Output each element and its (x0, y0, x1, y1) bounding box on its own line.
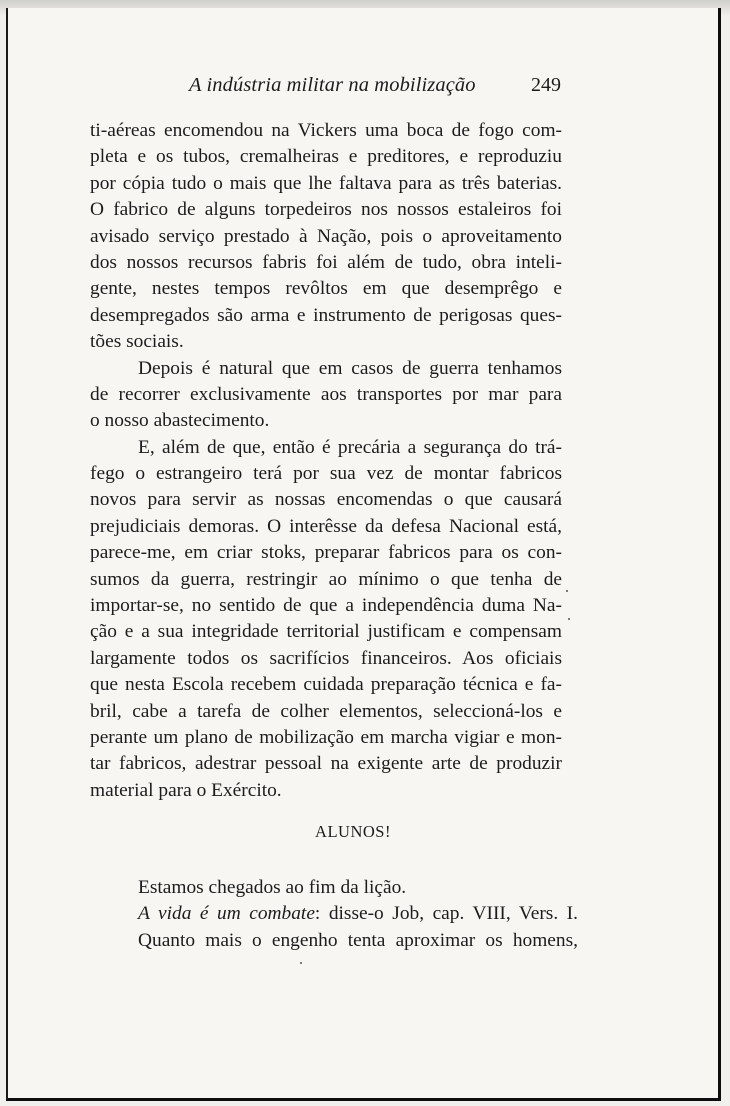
closing-line-1: Estamos chegados ao fim da lição. (138, 877, 407, 898)
text-line: largamente todos os sacrifícios financeiros. Aos oficiais (90, 647, 562, 669)
section-heading (0, 822, 730, 842)
text-line: perante um plano de mobilização em marcha vigiar e mon- (90, 726, 562, 748)
running-title: A indústria militar na mobilização (189, 74, 476, 96)
text-line: ção e a sua integridade territorial justificam e compensam (90, 621, 562, 643)
scan-speck (566, 590, 568, 592)
text-line: tar fabricos, adestrar pessoal na exigente arte de produzir (90, 753, 562, 775)
text-line: avisado serviço prestado à Nação, pois o aproveitamento (90, 225, 562, 247)
closing-line-3: Quanto mais o engenho tenta aproximar os homens, (138, 929, 578, 951)
text-line: importar-se, no sentido de que a independência duma Na- (90, 595, 562, 617)
text-line: tões sociais. (90, 331, 184, 353)
quote-italic: A vida é um combate (138, 903, 315, 925)
text-line: fego o estrangeiro terá por sua vez de montar fabricos (90, 463, 562, 485)
closing-paragraph (90, 875, 578, 954)
text-line: prejudiciais demoras. O interêsse da defesa Nacional está, (90, 515, 562, 537)
text-line: parece-me, em criar stoks, preparar fabricos para os con- (90, 542, 562, 564)
text-line: O fabrico de alguns torpedeiros nos nossos estaleiros foi (90, 199, 562, 221)
text-line: novos para servir as nossas encomendas o que causará (90, 489, 562, 511)
text-line: Depois é natural que em casos de guerra tenhamos (138, 357, 562, 379)
text-line: material para o Exército. (90, 779, 282, 801)
text-line: o nosso abastecimento. (90, 410, 270, 432)
scan-speck (568, 618, 570, 620)
closing-line-2 (90, 901, 578, 927)
text-line: sumos da guerra, restringir ao mínimo o que tenha de (90, 568, 562, 590)
quote-citation: : disse-o Job, cap. VIII, Vers. I. (314, 903, 578, 925)
text-line: por cópia tudo o mais que lhe faltava para as três baterias. (90, 172, 562, 194)
text-line: gente, nestes tempos revôltos em que desemprêgo e (90, 278, 562, 300)
text-line: desempregados são arma e instrumento de perigosas ques- (90, 304, 562, 326)
text-line: de recorrer exclusivamente aos transportes por mar para (90, 383, 562, 405)
scan-speck (300, 962, 302, 964)
text-line: que nesta Escola recebem cuidada preparação técnica e fa- (90, 674, 562, 696)
text-line: E, além de que, então é precária a segurança do trá- (138, 436, 562, 458)
text-line: bril, cabe a tarefa de colher elementos, seleccioná-los e (90, 700, 562, 722)
body-text (90, 118, 562, 804)
text-line: dos nossos recursos fabris foi além de tudo, obra inteli- (90, 251, 562, 273)
running-head (0, 74, 730, 106)
page-number: 249 (531, 74, 561, 96)
section-heading-text: ALUNOS! (315, 822, 391, 841)
text-line: pleta e os tubos, cremalheiras e preditores, e reproduziu (90, 146, 562, 168)
text-line: ti-aéreas encomendou na Vickers uma boca de fogo com- (90, 120, 562, 141)
